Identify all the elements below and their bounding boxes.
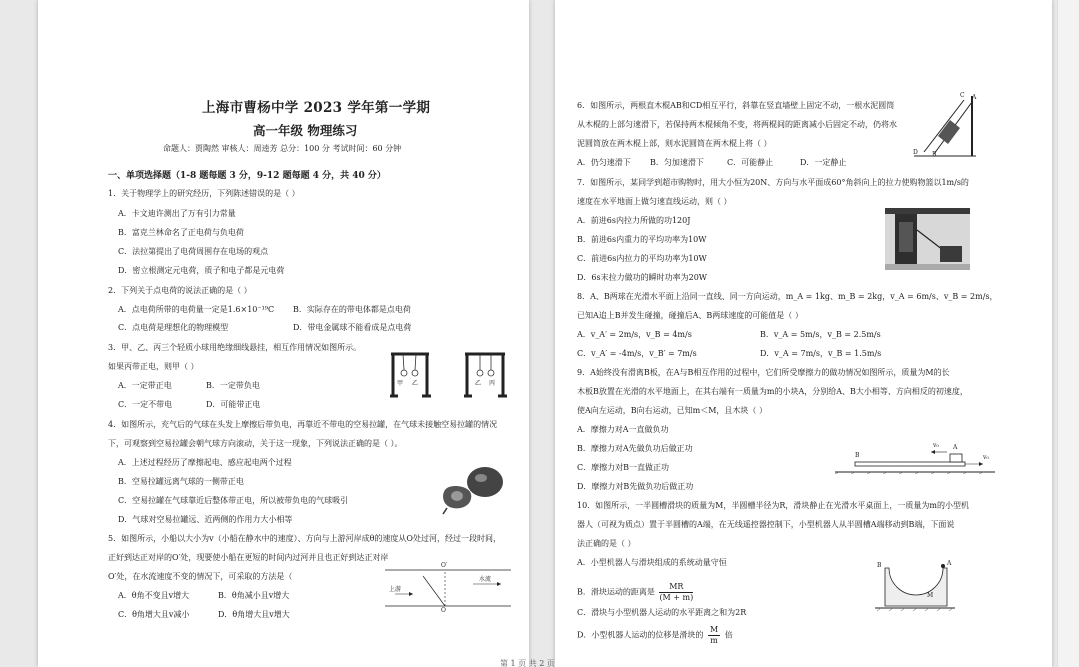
- q5-label-o: O: [441, 607, 446, 614]
- q9-stem-3: 使A向左运动，B向右运动，已知m＜M，且木块（ ）: [577, 406, 767, 415]
- q8-option-c: C．v_A′ = -4m/s，v_B′ = 7m/s: [577, 349, 697, 358]
- q10-stem-3: 法正确的是（ ）: [577, 539, 636, 548]
- q10-label-m: M: [927, 592, 934, 599]
- q9-figure-board: [835, 438, 995, 474]
- q1-option-b: B．富克兰林命名了正电荷与负电荷: [118, 228, 244, 237]
- q10-option-b-numerator: MR: [659, 582, 693, 593]
- vertical-scrollbar[interactable]: [1057, 0, 1079, 667]
- q5-option-c: C．θ角增大且v减小: [118, 610, 190, 619]
- q10-option-c: C．滑块与小型机器人运动的水平距离之和为2R: [577, 608, 747, 617]
- q5-figure-river: [383, 562, 513, 614]
- q4-option-b: B．空易拉罐远离气球的一侧带正电: [118, 477, 244, 486]
- q9-label-a: A: [953, 444, 958, 451]
- q6-stem: 6．如图所示，两根直木棍AB和CD相互平行，斜靠在竖直墙壁上固定不动，一根水泥圆筒: [577, 101, 895, 110]
- q6-label-b: B: [932, 151, 937, 158]
- q5-label-o-prime: O′: [441, 562, 448, 569]
- q10-stem: 10．如图所示，一半圆槽滑块的质量为M，半圆槽半径为R，滑块静止在光滑水平桌面上，一质量为m的小型机: [577, 501, 969, 510]
- q9-label-v0-a: v₀: [933, 442, 939, 449]
- q3-figure: [383, 350, 515, 400]
- q5-label-upstream: 上游: [389, 586, 402, 593]
- q9-option-b: B．摩擦力对A先做负功后做正功: [577, 444, 693, 453]
- q9-stem: 9．A始终没有滑离B板，在A与B相互作用的过程中，它们所受摩擦力的做功情况如图所示，质量为M的长: [577, 368, 950, 377]
- q6-stem-3: 泥圆筒放在两木棍上部，则水泥圆筒在两木棍上将（ ）: [577, 139, 772, 148]
- q3-label-yi-2: 乙: [475, 380, 482, 387]
- q10-option-d-denominator: m: [710, 636, 718, 645]
- q3-option-d: D．可能带正电: [206, 400, 261, 409]
- section-heading: 一、单项选择题（1-8 题每题 3 分，9-12 题每题 4 分，共 40 分）: [108, 171, 386, 181]
- q7-option-a: A．前进6s内拉力所做的功120J: [577, 216, 691, 225]
- q10-option-a: A．小型机器人与滑块组成的系统动量守恒: [577, 558, 727, 567]
- q6-option-b: B．匀加速滑下: [650, 158, 704, 167]
- q6-stem-2: 从木棍的上部匀速滑下，若保持两木棍倾角不变，将两棍间的距离减小后固定不动，仍将水: [577, 120, 897, 129]
- q5-option-b: B．θ角减小且v增大: [218, 591, 290, 600]
- q3-label-bing: 丙: [489, 380, 496, 387]
- q2-option-d: D．带电金属球不能看成是点电荷: [293, 323, 412, 332]
- exam-title: 上海市曹杨中学 2023 学年第一学期: [202, 100, 431, 116]
- q5-label-water-flow: 水流: [479, 576, 492, 583]
- q1-option-a: A．卡文迪许测出了万有引力常量: [118, 209, 236, 218]
- q10-label-b: B: [877, 562, 882, 569]
- exam-meta: 命题人：贾陶然 审核人：周逵芳 总分：100 分 考试时间：60 分钟: [163, 144, 402, 153]
- q4-option-a: A．上述过程经历了摩擦起电、感应起电两个过程: [118, 458, 292, 467]
- q1-option-d: D．密立根测定元电荷，质子和电子都是元电荷: [118, 266, 285, 275]
- q7-stem-2: 速度在水平地面上做匀速直线运动，则（ ）: [577, 197, 732, 206]
- q4-stem: 4．如图所示，充气后的气球在头发上摩擦后带负电，再靠近不带电的空易拉罐，在气球未接触空易拉罐的情况: [108, 420, 498, 429]
- q9-option-a: A．摩擦力对A一直做负功: [577, 425, 669, 434]
- q9-option-d: D．摩擦力对B先做负功后做正功: [577, 482, 694, 491]
- q10-option-b-text: B．滑块运动的距离是: [577, 587, 655, 597]
- q10-option-b-fraction: [659, 582, 693, 603]
- q6-option-a: A．仍匀速滑下: [577, 158, 631, 167]
- q7-option-d: D．6s末拉力做功的瞬时功率为20W: [577, 273, 708, 282]
- q4-figure-balloon-can: [433, 460, 508, 515]
- q8-option-a: A．v_A′ = 2m/s，v_B = 4m/s: [577, 330, 692, 339]
- q7-option-b: B．前进6s内重力的平均功率为10W: [577, 235, 707, 244]
- q6-label-c: C: [960, 92, 965, 99]
- exam-subtitle: 高一年级 物理练习: [253, 123, 358, 138]
- q9-label-b: B: [855, 452, 860, 459]
- q5-stem: 5．如图所示，小船以大小为v（小船在静水中的速度）、方向与上游河岸成θ的速度从O处过河，经过一段时间，: [108, 534, 501, 543]
- q2-option-c: C．点电荷是理想化的物理模型: [118, 323, 229, 332]
- q3-option-b: B．一定带负电: [206, 381, 260, 390]
- q4-option-c: C．空易拉罐在气球靠近后整体带正电，所以被带负电的气球吸引: [118, 496, 349, 505]
- q3-label-yi-1: 乙: [412, 380, 419, 387]
- q6-label-d: D: [913, 149, 918, 156]
- q1-stem: 1．关于物理学上的研究经历，下列陈述错误的是（ ）: [108, 189, 300, 198]
- q2-option-b: B．实际存在的带电体都是点电荷: [293, 305, 411, 314]
- q6-figure-rods: [910, 92, 980, 160]
- q3-option-c: C．一定不带电: [118, 400, 173, 409]
- q5-stem-2: 正好到达正对岸的O′处，现要使小船在更短的时间内过河并且也正好到达正对岸: [108, 553, 389, 562]
- q7-stem: 7．如图所示，某同学到超市购物时，用大小恒为20N、方向与水平面成60°角斜向上的拉力使购物篮以1m/s的: [577, 178, 969, 187]
- q10-option-d-fraction: [708, 625, 720, 646]
- q2-option-a: A．点电荷所带的电荷量一定是1.6×10⁻¹⁹C: [118, 305, 275, 314]
- q10-figure-half-groove: [875, 560, 955, 612]
- page-footer: 第 1 页 共 2 页: [500, 659, 555, 667]
- q7-option-c: C．前进6s内拉力的平均功率为10W: [577, 254, 707, 263]
- q9-stem-2: 木板B放置在光滑的水平地面上，在其右端有一质量为m的小块A，分别给A、B大小相等、方向相反的初速度，: [577, 387, 968, 396]
- q5-option-d: D．θ角增大且v增大: [218, 610, 290, 619]
- q3-stem: 3．甲、乙、丙三个轻质小球用绝缘细线悬挂，相互作用情况如图所示。: [108, 343, 362, 352]
- q10-option-d-text: D．小型机器人运动的位移是滑块的: [577, 630, 704, 640]
- q3-option-a: A．一定带正电: [118, 381, 172, 390]
- q10-option-d: [577, 625, 733, 646]
- q10-option-d-suffix: 倍: [724, 630, 733, 640]
- exam-page-1: [38, 0, 529, 667]
- q8-stem: 8．A、B两球在光滑水平面上沿同一直线、同一方向运动，m_A = 1kg、m_B = 2kg，v_A = 6m/s、v_B = 2m/s，: [577, 292, 998, 301]
- q8-stem-2: 已知A追上B并发生碰撞，碰撞后A、B两球速度的可能值是（ ）: [577, 311, 803, 320]
- q5-option-a: A．θ角不变且v增大: [118, 591, 190, 600]
- q6-option-d: D．一定静止: [800, 158, 847, 167]
- q9-label-v0-b: v₀: [983, 454, 989, 461]
- q9-option-c: C．摩擦力对B一直做正功: [577, 463, 669, 472]
- q6-option-c: C．可能静止: [727, 158, 774, 167]
- q10-stem-2: 器人（可视为质点）置于半圆槽的A端，在无线遥控器控制下，小型机器人从半圆槽A端移动到B端，下面说: [577, 520, 955, 529]
- q4-option-d: D．气球对空易拉罐远、近两侧的作用力大小相等: [118, 515, 293, 524]
- q3-label-jia: 甲: [397, 380, 404, 387]
- q10-option-b-denominator: (M + m): [659, 593, 694, 602]
- q10-label-a: A: [947, 560, 952, 567]
- q1-option-c: C．法拉第提出了电荷周围存在电场的观点: [118, 247, 269, 256]
- exam-page-2: [555, 0, 1052, 667]
- q10-option-d-numerator: M: [709, 625, 719, 634]
- q6-label-a: A: [972, 94, 977, 101]
- q8-option-b: B．v_A = 5m/s，v_B = 2.5m/s: [760, 330, 881, 339]
- q10-option-b: [577, 582, 693, 603]
- q8-option-d: D．v_A = 7m/s，v_B = 1.5m/s: [760, 349, 882, 358]
- q2-stem: 2．下列关于点电荷的说法正确的是（ ）: [108, 286, 252, 295]
- q5-stem-3: O′处，在水流速度不变的情况下，可采取的方法是（: [108, 572, 293, 581]
- q4-stem-2: 下，可观察到空易拉罐会朝气球方向滚动，关于这一现象，下列说法正确的是（ ）。: [108, 439, 403, 448]
- q3-stem-2: 如果丙带正电，则甲（ ）: [108, 362, 199, 371]
- q7-figure-shopper: [885, 208, 970, 270]
